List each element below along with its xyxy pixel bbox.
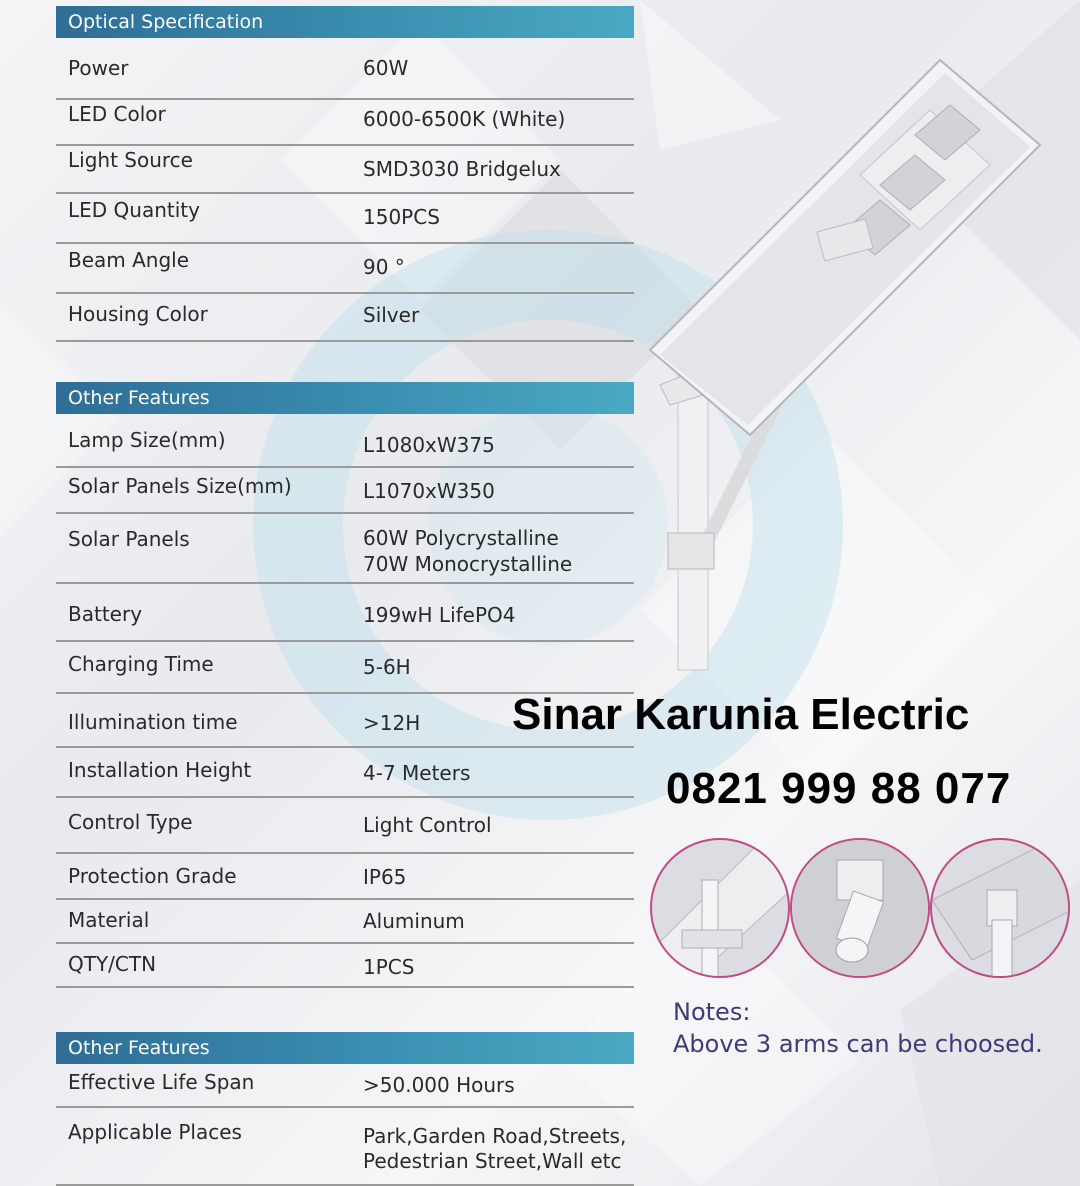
arm-option-3-image [930,838,1070,978]
spec-label: Protection Grade [68,864,237,888]
spec-row [56,194,634,244]
spec-value-line2: Pedestrian Street,Wall etc [363,1149,622,1173]
spec-label: Battery [68,602,143,626]
spec-value: IP65 [363,865,407,889]
spec-label: LED Quantity [68,198,200,222]
spec-label: Material [68,908,150,932]
spec-value: 1PCS [363,955,415,979]
spec-label: Housing Color [68,302,208,326]
spec-value: 6000-6500K (White) [363,107,566,131]
spec-label: Power [68,56,129,80]
spec-value: 60W [363,56,409,80]
spec-label: Installation Height [68,758,252,782]
spec-label: Lamp Size(mm) [68,428,226,452]
spec-row [56,642,634,694]
spec-value: L1080xW375 [363,433,495,457]
spec-value: 4-7 Meters [363,761,471,785]
notes-title: Notes: [673,998,751,1026]
spec-value: 150PCS [363,205,440,229]
spec-value: >50.000 Hours [363,1073,515,1097]
other-features-2-section [56,1032,634,1186]
spec-value: 60W Polycrystalline [363,526,559,550]
spec-row [56,244,634,294]
spec-row [56,294,634,342]
spec-label: Applicable Places [68,1120,242,1144]
spec-row [56,798,634,854]
spec-value: Silver [363,303,420,327]
spec-row [56,854,634,900]
spec-label: Effective Life Span [68,1070,255,1094]
spec-label: Solar Panels Size(mm) [68,474,292,498]
spec-label: Beam Angle [68,248,190,272]
spec-value: >12H [363,711,421,735]
spec-label: Light Source [68,148,193,172]
spec-label: Control Type [68,810,193,834]
spec-label: Charging Time [68,652,214,676]
spec-label: Illumination time [68,710,238,734]
phone-number: 0821 999 88 077 [666,764,1012,813]
spec-row [56,100,634,146]
spec-row [56,38,634,100]
spec-row [56,468,634,514]
spec-value: 199wH LifePO4 [363,603,516,627]
arm-option-2-image [790,838,930,978]
spec-value-line2: 70W Monocrystalline [363,552,573,576]
spec-row [56,514,634,584]
optical-spec-header: Optical Specification [56,6,634,38]
other-features-section [56,382,634,988]
spec-value: L1070xW350 [363,479,495,503]
spec-row [56,584,634,642]
spec-value: SMD3030 Bridgelux [363,157,561,181]
brand-name: Sinar Karunia Electric [512,690,970,739]
spec-value: 90 ° [363,255,405,279]
spec-label: LED Color [68,102,166,126]
arm-option-1-image [650,838,790,978]
spec-row [56,1108,634,1186]
other-features-header: Other Features [56,382,634,414]
spec-label: Solar Panels [68,527,190,551]
spec-row [56,146,634,194]
spec-row [56,944,634,988]
spec-label: QTY/CTN [68,952,157,976]
spec-row [56,748,634,798]
spec-value: 5-6H [363,655,411,679]
notes-text: Above 3 arms can be choosed. [673,1030,1043,1058]
spec-row [56,900,634,944]
spec-row [56,1064,634,1108]
spec-value: Park,Garden Road,Streets, [363,1124,627,1148]
street-light-image [630,55,1050,675]
spec-value: Aluminum [363,909,465,933]
optical-spec-section [56,6,634,341]
notes [673,996,1043,1060]
other-features-2-header: Other Features [56,1032,634,1064]
spec-value: Light Control [363,813,492,837]
spec-row [56,414,634,468]
